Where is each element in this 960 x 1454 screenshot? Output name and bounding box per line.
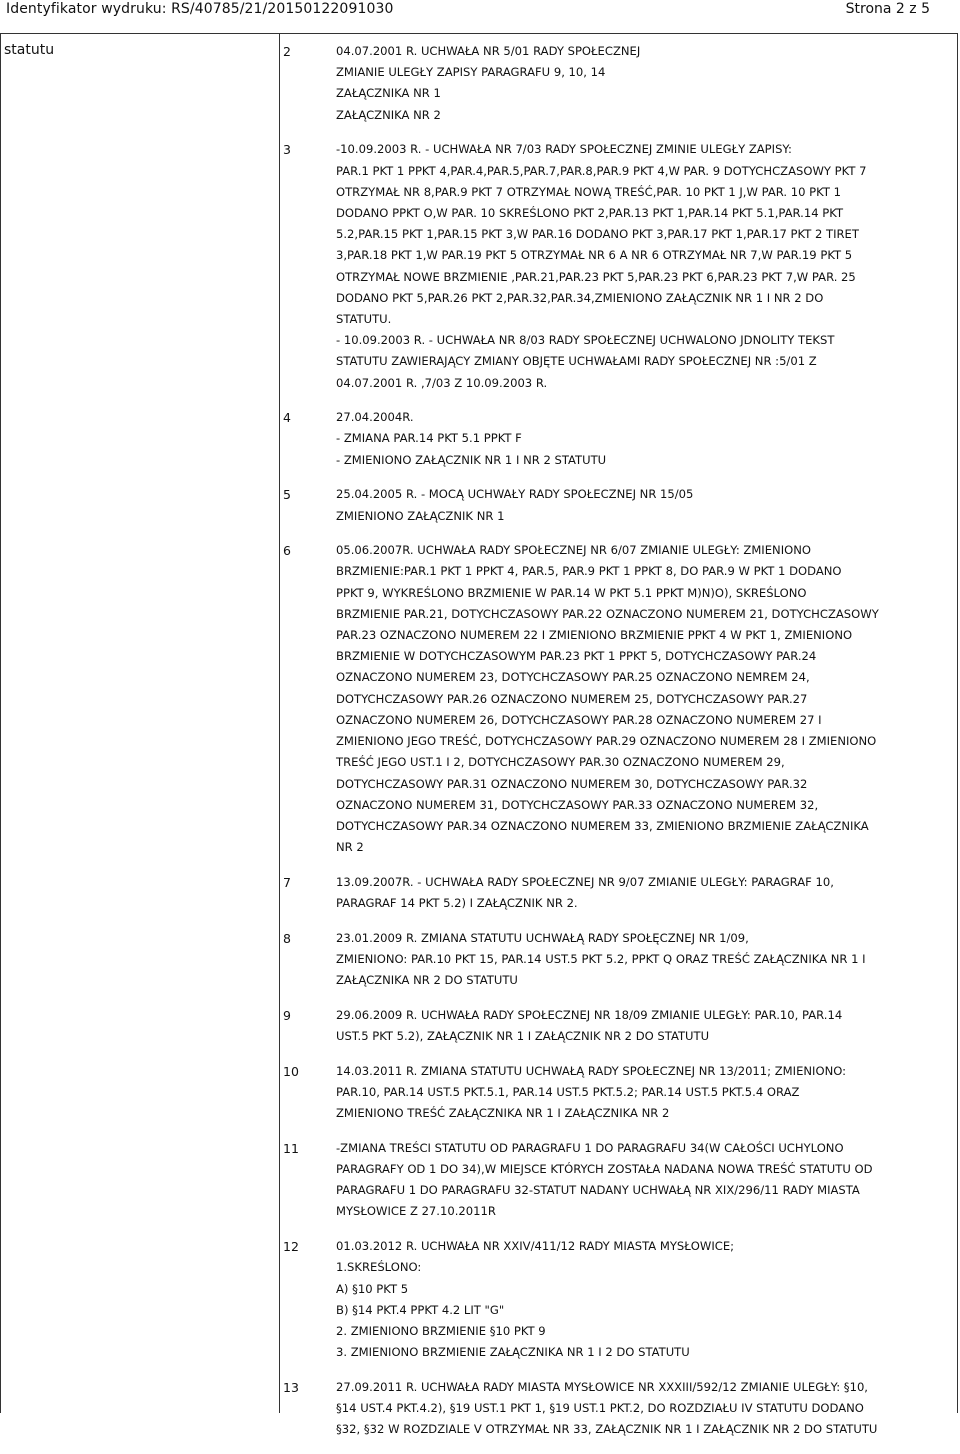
entry-line: DOTYCHCZASOWY PAR.26 OZNACZONO NUMEREM 25, DOTYCHCZASOWY PAR.27	[336, 691, 808, 706]
amendment-entry	[283, 484, 955, 526]
entry-line: DOTYCHCZASOWY PAR.31 OZNACZONO NUMEREM 30, DOTYCHCZASOWY PAR.32	[336, 776, 808, 791]
entry-number: 2	[283, 44, 291, 59]
entry-line: 01.03.2012 R. UCHWAŁA NR XXIV/411/12 RADY MIASTA MYSŁOWICE;	[336, 1239, 735, 1254]
entry-line: OZNACZONO NUMEREM 31, DOTYCHCZASOWY PAR.33 OZNACZONO NUMEREM 32,	[336, 797, 819, 812]
entry-line: NR 2	[336, 840, 364, 855]
entry-line: BRZMIENIE:PAR.1 PKT 1 PPKT 4, PAR.5, PAR.9 PKT 1 PPKT 8, DO PAR.9 W PKT 1 DODANO	[336, 564, 842, 579]
entry-line: -ZMIANA TREŚCI STATUTU OD PARAGRAFU 1 DO PARAGRAFU 34(W CAŁOŚCI UCHYLONO	[336, 1140, 844, 1155]
amendment-entry	[283, 1138, 955, 1223]
entry-line: 3. ZMIENIONO BRZMIENIE ZAŁĄCZNIKA NR 1 I 2 DO STATUTU	[336, 1345, 690, 1360]
amendment-entry	[283, 1005, 955, 1047]
amendment-entry	[283, 1061, 955, 1125]
entry-line: PARAGRAFU 1 DO PARAGRAFU 32-STATUT NADANY UCHWAŁĄ NR XIX/296/11 RADY MIASTA	[336, 1183, 860, 1198]
entry-line: 13.09.2007R. - UCHWAŁA RADY SPOŁECZNEJ NR 9/07 ZMIANIE ULEGŁY: PARAGRAF 10,	[336, 874, 834, 889]
amendment-entry	[283, 1236, 955, 1363]
entry-text	[336, 41, 955, 126]
entry-text	[336, 139, 955, 393]
entry-text	[336, 1138, 955, 1223]
column-divider	[279, 33, 280, 1413]
entry-number: 8	[283, 930, 291, 946]
entry-line: 27.04.2004R.	[336, 410, 414, 425]
entry-number: 6	[283, 543, 291, 559]
entry-line: PARAGRAFY OD 1 DO 34),W MIEJSCE KTÓRYCH ZOSTAŁA NADANA NOWA TREŚĆ STATUTU OD	[336, 1162, 873, 1177]
entry-line: OZNACZONO NUMEREM 23, DOTYCHCZASOWY PAR.25 OZNACZONO NEMREM 24,	[336, 670, 810, 685]
entry-line: STATUTU.	[336, 311, 392, 326]
entry-line: ZMIENIONO ZAŁĄCZNIK NR 1	[336, 508, 505, 523]
entry-line: §32, §32 W ROZDZIALE V OTRZYMAŁ NR 33, ZAŁĄCZNIK NR 1 I ZAŁĄCZNIK NR 2 DO STATUTU	[336, 1422, 878, 1437]
entry-text	[336, 1061, 955, 1125]
amendment-entry	[283, 872, 955, 914]
amendment-entry	[283, 41, 955, 126]
entry-number: 12	[283, 1239, 299, 1255]
entry-line: - 10.09.2003 R. - UCHWAŁA NR 8/03 RADY SPOŁECZNEJ UCHWALONO JDNOLITY TEKST	[336, 333, 835, 348]
entry-text	[336, 1377, 955, 1441]
entry-text	[336, 1236, 955, 1363]
entry-number: 3	[283, 142, 291, 158]
page-header	[0, 0, 960, 24]
amendment-entry	[283, 928, 955, 992]
entry-line: 05.06.2007R. UCHWAŁA RADY SPOŁECZNEJ NR 6/07 ZMIANIE ULEGŁY: ZMIENIONO	[336, 543, 811, 558]
entry-line: DODANO PKT 5,PAR.26 PKT 2,PAR.32,PAR.34,ZMIENIONO ZAŁĄCZNIK NR 1 I NR 2 DO	[336, 290, 824, 305]
entry-line: BRZMIENIE W DOTYCHCZASOWYM PAR.23 PKT 1 PPKT 5, DOTYCHCZASOWY PAR.24	[336, 649, 817, 664]
entry-line: PARAGRAF 14 PKT 5.2) I ZAŁĄCZNIK NR 2.	[336, 896, 578, 911]
entry-line: 1.SKREŚLONO:	[336, 1260, 422, 1275]
page-number: Strona 2 z 5	[845, 1, 930, 17]
entry-line: 23.01.2009 R. ZMIANA STATUTU UCHWAŁĄ RADY SPOŁĘCZNEJ NR 1/09,	[336, 930, 749, 945]
section-label: statutu	[4, 42, 55, 58]
entry-line: ZMIANIE ULEGŁY ZAPISY PARAGRAFU 9, 10, 14	[336, 65, 606, 80]
entry-line: PAR.23 OZNACZONO NUMEREM 22 I ZMIENIONO BRZMIENIE PPKT 4 W PKT 1, ZMIENIONO	[336, 628, 853, 643]
entry-line: A) §10 PKT 5	[336, 1281, 409, 1296]
amendment-entry	[283, 1377, 955, 1441]
entry-number: 9	[283, 1007, 291, 1023]
entry-line: PAR.10, PAR.14 UST.5 PKT.5.1, PAR.14 UST.5 PKT.5.2; PAR.14 UST.5 PKT.5.4 ORAZ	[336, 1084, 800, 1099]
entry-line: OZNACZONO NUMEREM 26, DOTYCHCZASOWY PAR.28 OZNACZONO NUMEREM 27 I	[336, 712, 822, 727]
entry-line: STATUTU ZAWIERAJĄCY ZMIANY OBJĘTE UCHWAŁAMI RADY SPOŁECZNEJ NR :5/01 Z	[336, 354, 817, 369]
entry-line: PPKT 9, WYKREŚLONO BRZMIENIE W PAR.14 W PKT 5.1 PPKT M)N)O), SKREŚLONO	[336, 585, 807, 600]
entry-line: DOTYCHCZASOWY PAR.34 OZNACZONO NUMEREM 33, ZMIENIONO BRZMIENIE ZAŁĄCZNIKA	[336, 818, 869, 833]
table-border-left	[0, 33, 1, 1413]
entry-line: -10.09.2003 R. - UCHWAŁA NR 7/03 RADY SPOŁECZNEJ ZMINIE ULEGŁY ZAPISY:	[336, 142, 792, 157]
entry-line: 3,PAR.18 PKT 1,W PAR.19 PKT 5 OTRZYMAŁ NR 6 A NR 6 OTRZYMAŁ NR 7,W PAR.19 PKT 5	[336, 248, 853, 263]
entry-text	[336, 872, 955, 914]
entry-line: ZAŁĄCZNIKA NR 2	[336, 107, 441, 122]
entry-line: B) §14 PKT.4 PPKT 4.2 LIT "G"	[336, 1302, 505, 1317]
entry-line: - ZMIENIONO ZAŁĄCZNIK NR 1 I NR 2 STATUTU	[336, 452, 607, 467]
amendment-entry	[283, 540, 955, 858]
entry-line: UST.5 PKT 5.2), ZAŁĄCZNIK NR 1 I ZAŁĄCZNIK NR 2 DO STATUTU	[336, 1029, 710, 1044]
entry-line: 25.04.2005 R. - MOCĄ UCHWAŁY RADY SPOŁECZNEJ NR 15/05	[336, 487, 694, 502]
entry-line: §14 UST.4 PKT.4.2), §19 UST.1 PKT 1, §19 UST.1 PKT.2, DO ROZDZIAŁU IV STATUTU DODANO	[336, 1401, 864, 1416]
entry-line: 04.07.2001 R. UCHWAŁA NR 5/01 RADY SPOŁECZNEJ	[336, 44, 641, 58]
entry-line: DODANO PPKT O,W PAR. 10 SKREŚLONO PKT 2,PAR.13 PKT 1,PAR.14 PKT 5.1,PAR.14 PKT	[336, 205, 844, 220]
entry-line: 27.09.2011 R. UCHWAŁA RADY MIASTA MYSŁOWICE NR XXXIII/592/12 ZMIANIE ULEGŁY: §10,	[336, 1379, 868, 1394]
entry-line: TREŚĆ JEGO UST.1 I 2, DOTYCHCZASOWY PAR.30 OZNACZONO NUMEREM 29,	[336, 755, 785, 770]
entry-number: 11	[283, 1140, 299, 1156]
entry-line: - ZMIANA PAR.14 PKT 5.1 PPKT F	[336, 431, 522, 446]
entry-line: OTRZYMAŁ NR 8,PAR.9 PKT 7 OTRZYMAŁ NOWĄ TREŚĆ,PAR. 10 PKT 1 J,W PAR. 10 PKT 1	[336, 184, 841, 199]
print-identifier: Identyfikator wydruku: RS/40785/21/20150122091030	[6, 1, 394, 17]
entry-text	[336, 407, 955, 471]
amendment-entry	[283, 139, 955, 393]
entry-line: ZMIENIONO JEGO TREŚĆ, DOTYCHCZASOWY PAR.29 OZNACZONO NUMEREM 28 I ZMIENIONO	[336, 734, 877, 749]
entry-line: 04.07.2001 R. ,7/03 Z 10.09.2003 R.	[336, 375, 548, 390]
entry-text	[336, 540, 955, 858]
entry-line: ZMIENIONO TREŚĆ ZAŁĄCZNIKA NR 1 I ZAŁĄCZNIKA NR 2	[336, 1106, 670, 1121]
entry-line: ZMIENIONO: PAR.10 PKT 15, PAR.14 UST.5 PKT 5.2, PPKT Q ORAZ TREŚĆ ZAŁĄCZNIKA NR 1 I	[336, 951, 866, 966]
amendment-entry	[283, 407, 955, 471]
entry-line: ZAŁĄCZNIKA NR 1	[336, 86, 441, 101]
entry-number: 4	[283, 410, 291, 426]
entry-number: 5	[283, 487, 291, 503]
entry-line: MYSŁOWICE Z 27.10.2011R	[336, 1204, 496, 1219]
amendment-list	[283, 41, 955, 1454]
entry-line: ZAŁĄCZNIKA NR 2 DO STATUTU	[336, 973, 518, 988]
entry-line: 29.06.2009 R. UCHWAŁA RADY SPOŁECZNEJ NR 18/09 ZMIANIE ULEGŁY: PAR.10, PAR.14	[336, 1007, 843, 1022]
entry-line: 2. ZMIENIONO BRZMIENIE §10 PKT 9	[336, 1323, 546, 1338]
entry-line: BRZMIENIE PAR.21, DOTYCHCZASOWY PAR.22 OZNACZONO NUMEREM 21, DOTYCHCZASOWY	[336, 606, 879, 621]
entry-line: OTRZYMAŁ NOWE BRZMIENIE ,PAR.21,PAR.23 PKT 5,PAR.23 PKT 6,PAR.23 PKT 7,W PAR. 25	[336, 269, 856, 284]
entry-number: 10	[283, 1063, 299, 1079]
entry-text	[336, 1005, 955, 1047]
entry-line: 5.2,PAR.15 PKT 1,PAR.15 PKT 3,W PAR.16 DODANO PKT 3,PAR.17 PKT 1,PAR.17 PKT 2 TIRET	[336, 227, 859, 242]
entry-number: 13	[283, 1379, 299, 1395]
entry-line: 14.03.2011 R. ZMIANA STATUTU UCHWAŁĄ RADY SPOŁECZNEJ NR 13/2011; ZMIENIONO:	[336, 1063, 847, 1078]
entry-text	[336, 928, 955, 992]
entry-line: PAR.1 PKT 1 PPKT 4,PAR.4,PAR.5,PAR.7,PAR.8,PAR.9 PKT 4,W PAR. 9 DOTYCHCZASOWY PKT 7	[336, 163, 867, 178]
entry-text	[336, 484, 955, 526]
entry-number: 7	[283, 874, 291, 890]
